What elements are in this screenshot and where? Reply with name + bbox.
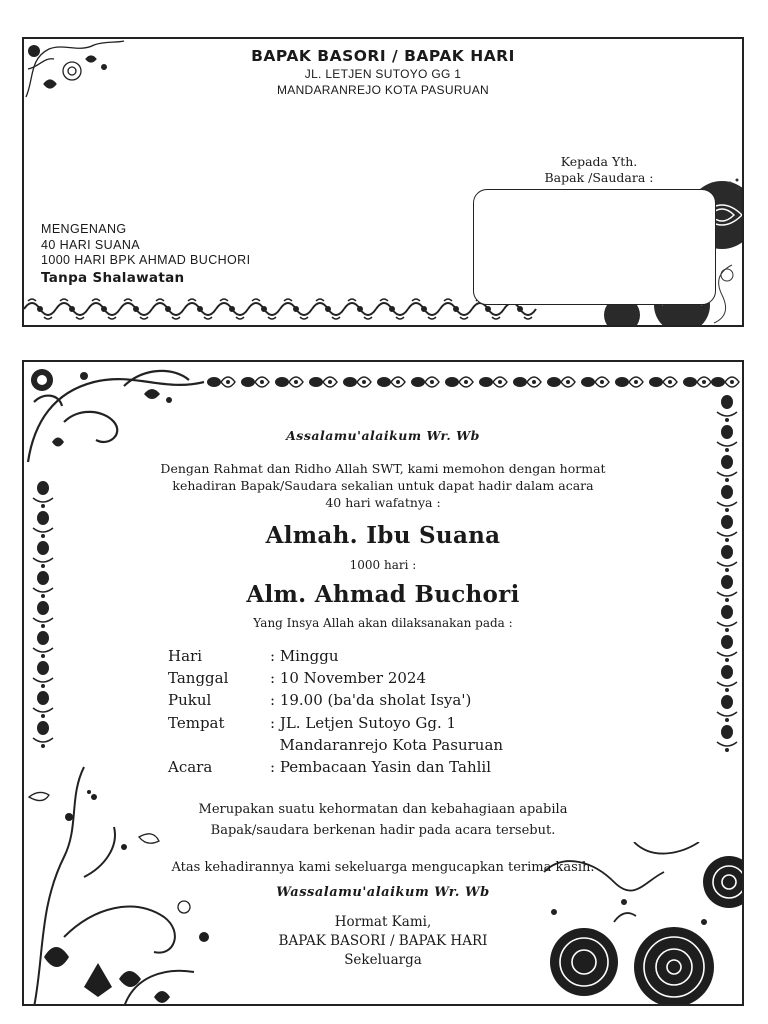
closing-line-1: Merupakan suatu kehormatan dan kebahagiaan apabila: [198, 802, 568, 817]
detail-label: Tanggal: [168, 669, 229, 688]
sender-city: MANDARANREJO KOTA PASURUAN: [276, 83, 490, 97]
bottom-lace-border: [24, 297, 554, 321]
thousand-days-label: 1000 hari :: [349, 558, 417, 572]
memo-line-4: Tanpa Shalawatan: [41, 269, 185, 286]
detail-label: Acara: [168, 758, 213, 777]
sender-block: [24, 47, 742, 97]
right-lace-border: [712, 394, 742, 754]
deceased-name-2: Alm. Ahmad Buchori: [246, 581, 520, 608]
memorial-note: [41, 222, 250, 286]
signature-line-1: Hormat Kami,: [334, 914, 432, 930]
signature-line-2: BAPAK BASORI / BAPAK HARI: [278, 933, 488, 949]
detail-row-place: [168, 712, 503, 734]
memo-line-1: MENGENANG: [41, 222, 127, 236]
intro-line-2: kehadiran Bapak/Saudara sekalian untuk dapat hadir dalam acara: [172, 478, 594, 493]
detail-value: : JL. Letjen Sutoyo Gg. 1: [270, 713, 457, 732]
intro-line-1: Dengan Rahmat dan Ridho Allah SWT, kami memohon dengan hormat: [160, 461, 606, 476]
invitation-card: [22, 360, 744, 1006]
deceased-name-1: Almah. Ibu Suana: [265, 522, 501, 549]
detail-value: : Minggu: [270, 647, 339, 666]
detail-row-day: [168, 645, 503, 667]
detail-label: Hari: [168, 647, 202, 666]
recipient-line-2: Bapak /Saudara :: [544, 170, 654, 185]
intro-line-3: 40 hari wafatnya :: [325, 495, 441, 510]
detail-row-date: [168, 667, 503, 689]
detail-value: : 10 November 2024: [270, 669, 426, 688]
sender-name: BAPAK BASORI / BAPAK HARI: [251, 47, 515, 65]
detail-row-time: [168, 689, 503, 711]
event-details: [168, 645, 503, 778]
closing-greeting: Wassalamu'alaikum Wr. Wb: [276, 885, 490, 900]
held-on-label: Yang Insya Allah akan dilaksanakan pada :: [253, 616, 513, 630]
sender-street: JL. LETJEN SUTOYO GG 1: [304, 67, 462, 81]
closing-line-2: Bapak/saudara berkenan hadir pada acara tersebut.: [210, 823, 556, 838]
closing-paragraph: [24, 799, 742, 841]
signature-block: [24, 913, 742, 970]
detail-label: Tempat: [168, 713, 225, 732]
detail-value: : Pembacaan Yasin dan Tahlil: [270, 758, 492, 777]
detail-value: : 19.00 (ba'da sholat Isya'): [270, 691, 472, 710]
recipient-line-1: Kepada Yth.: [560, 154, 638, 169]
address-label-box[interactable]: [473, 189, 716, 305]
detail-row-place-cont: [168, 734, 503, 756]
thanks-line: Atas kehadirannya kami sekeluarga mengucapkan terima kasih.: [171, 860, 595, 875]
envelope: [22, 37, 744, 327]
opening-greeting: Assalamu'alaikum Wr. Wb: [286, 428, 480, 443]
memo-line-3: 1000 HARI BPK AHMAD BUCHORI: [41, 253, 251, 267]
detail-row-event: [168, 756, 503, 778]
detail-label: Pukul: [168, 691, 212, 710]
top-left-swirl-ornament: [24, 362, 209, 472]
memo-line-2: 40 HARI SUANA: [41, 237, 140, 252]
detail-value: Mandaranrejo Kota Pasuruan: [270, 735, 504, 754]
intro-paragraph: [24, 460, 742, 511]
signature-line-3: Sekeluarga: [344, 952, 422, 968]
top-lace-border: [204, 370, 742, 394]
left-lace-border: [28, 480, 58, 750]
